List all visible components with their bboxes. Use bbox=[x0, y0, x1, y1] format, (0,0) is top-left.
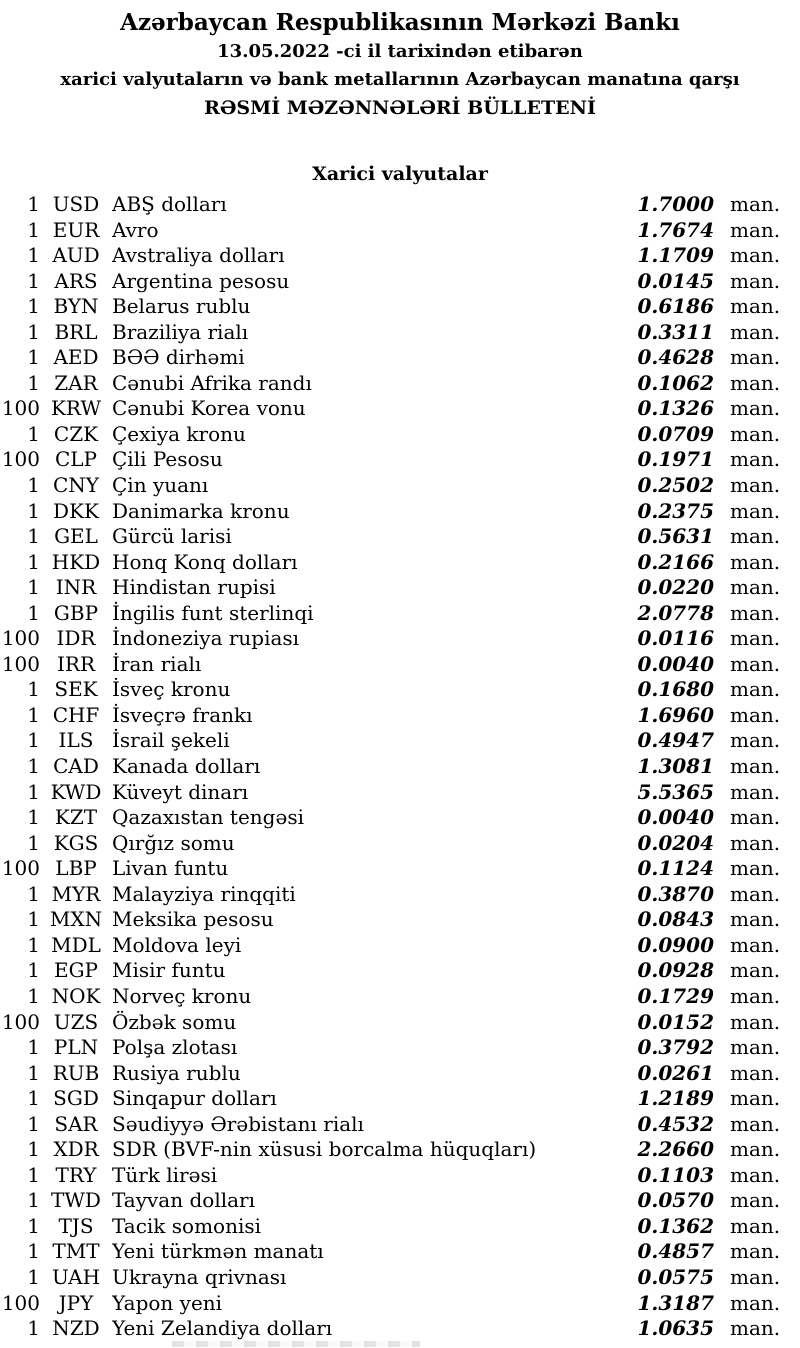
currency-name: Norveç kronu bbox=[112, 983, 252, 1008]
currency-code: BRL bbox=[54, 319, 98, 344]
unit-label: man. bbox=[730, 626, 781, 651]
rate-value: 0.1062 bbox=[637, 370, 714, 395]
rate-value: 0.3311 bbox=[637, 319, 714, 344]
currency-quantity: 1 bbox=[27, 549, 40, 574]
unit-label: man. bbox=[730, 217, 781, 242]
rate-value: 0.0145 bbox=[637, 268, 714, 293]
currency-quantity: 100 bbox=[1, 396, 40, 421]
currency-code: TRY bbox=[55, 1162, 97, 1187]
rate-value: 0.0116 bbox=[637, 626, 714, 651]
table-row bbox=[0, 1214, 800, 1240]
currency-name: Misir funtu bbox=[112, 958, 226, 983]
table-row bbox=[0, 1291, 800, 1317]
subject-line: xarici valyutaların və bank metallarının Azərbaycan manatına qarşı bbox=[60, 69, 740, 90]
table-row bbox=[0, 1265, 800, 1291]
table-row bbox=[0, 856, 800, 882]
currency-code: KZT bbox=[54, 805, 98, 830]
currency-code: HKD bbox=[51, 549, 101, 574]
currency-quantity: 1 bbox=[27, 805, 40, 830]
unit-label: man. bbox=[730, 1162, 781, 1187]
table-row bbox=[0, 371, 800, 397]
currency-code: MYR bbox=[51, 881, 101, 906]
table-row bbox=[0, 780, 800, 806]
currency-code: IRR bbox=[56, 651, 96, 676]
currency-code: EGP bbox=[53, 958, 99, 983]
rate-value: 0.2375 bbox=[637, 498, 714, 523]
unit-label: man. bbox=[730, 779, 781, 804]
rate-value: 0.4628 bbox=[637, 345, 714, 370]
table-row bbox=[0, 192, 800, 218]
unit-label: man. bbox=[730, 1137, 781, 1162]
currency-code: CHF bbox=[52, 702, 100, 727]
currency-name: Livan funtu bbox=[112, 856, 229, 881]
currency-code: MXN bbox=[49, 907, 103, 932]
currency-name: Yeni Zelandiya dolları bbox=[112, 1316, 333, 1341]
rate-value: 0.1326 bbox=[637, 396, 714, 421]
currency-name: Çili Pesosu bbox=[112, 447, 223, 472]
currency-code: GBP bbox=[53, 600, 99, 625]
currency-name: Polşa zlotası bbox=[112, 1035, 238, 1060]
table-row bbox=[0, 499, 800, 525]
currency-quantity: 1 bbox=[27, 345, 40, 370]
currency-quantity: 1 bbox=[27, 524, 40, 549]
currency-quantity: 100 bbox=[1, 651, 40, 676]
currency-quantity: 100 bbox=[1, 856, 40, 881]
currency-name: Yapon yeni bbox=[112, 1290, 223, 1315]
currency-name: Meksika pesosu bbox=[112, 907, 274, 932]
unit-label: man. bbox=[730, 983, 781, 1008]
effective-date-line: 13.05.2022 -ci il tarixindən etibarən bbox=[217, 41, 583, 62]
unit-label: man. bbox=[730, 958, 781, 983]
unit-label: man. bbox=[730, 1264, 781, 1289]
unit-label: man. bbox=[730, 1239, 781, 1264]
table-row bbox=[0, 728, 800, 754]
currency-name: Danimarka kronu bbox=[112, 498, 290, 523]
currency-quantity: 1 bbox=[27, 473, 40, 498]
currency-code: CNY bbox=[52, 473, 99, 498]
rate-value: 0.2502 bbox=[637, 473, 714, 498]
currency-code: CLP bbox=[54, 447, 98, 472]
currency-quantity: 1 bbox=[27, 830, 40, 855]
table-row bbox=[0, 1112, 800, 1138]
table-row bbox=[0, 933, 800, 959]
unit-label: man. bbox=[730, 549, 781, 574]
currency-code: CAD bbox=[53, 754, 99, 779]
currency-code: SGD bbox=[53, 1086, 99, 1111]
currency-name: İran rialı bbox=[112, 651, 202, 676]
unit-label: man. bbox=[730, 1290, 781, 1315]
rate-value: 0.1362 bbox=[637, 1213, 714, 1238]
currency-code: UAH bbox=[51, 1264, 101, 1289]
currency-code: DKK bbox=[53, 498, 99, 523]
currency-quantity: 1 bbox=[27, 1111, 40, 1136]
currency-quantity: 100 bbox=[1, 626, 40, 651]
table-row bbox=[0, 958, 800, 984]
table-row bbox=[0, 447, 800, 473]
unit-label: man. bbox=[730, 1086, 781, 1111]
table-row bbox=[0, 754, 800, 780]
unit-label: man. bbox=[730, 677, 781, 702]
rate-value: 0.0261 bbox=[637, 1060, 714, 1085]
unit-label: man. bbox=[730, 524, 781, 549]
table-row bbox=[0, 626, 800, 652]
table-row bbox=[0, 1137, 800, 1163]
rate-value: 2.0778 bbox=[637, 600, 714, 625]
bank-title: Azərbaycan Respublikasının Mərkəzi Bankı bbox=[120, 9, 680, 36]
currency-quantity: 1 bbox=[27, 932, 40, 957]
currency-name: Rusiya rublu bbox=[112, 1060, 241, 1085]
table-row bbox=[0, 473, 800, 499]
currency-name: Kanada dolları bbox=[112, 754, 261, 779]
currency-quantity: 1 bbox=[27, 728, 40, 753]
currency-name: Tacik somonisi bbox=[112, 1213, 262, 1238]
currency-quantity: 1 bbox=[27, 498, 40, 523]
rate-value: 0.0152 bbox=[637, 1009, 714, 1034]
unit-label: man. bbox=[730, 1316, 781, 1341]
rate-value: 1.7000 bbox=[637, 192, 714, 216]
currency-name: Yeni türkmən manatı bbox=[112, 1239, 324, 1264]
currency-name: Çexiya kronu bbox=[112, 421, 246, 446]
rate-value: 1.7674 bbox=[637, 217, 714, 242]
rate-value: 0.0570 bbox=[637, 1188, 714, 1213]
rate-value: 0.0709 bbox=[637, 421, 714, 446]
rate-value: 1.0635 bbox=[637, 1316, 714, 1341]
unit-label: man. bbox=[730, 421, 781, 446]
rate-value: 0.3792 bbox=[637, 1035, 714, 1060]
unit-label: man. bbox=[730, 651, 781, 676]
currency-name: Çin yuanı bbox=[112, 473, 209, 498]
currency-code: XDR bbox=[53, 1137, 99, 1162]
currency-quantity: 1 bbox=[27, 575, 40, 600]
currency-name: İsveçrə frankı bbox=[112, 702, 253, 727]
bulletin-title: RƏSMİ MƏZƏNNƏLƏRİ BÜLLETENİ bbox=[204, 97, 596, 119]
rate-value: 0.4947 bbox=[637, 728, 714, 753]
rate-value: 1.6960 bbox=[637, 702, 714, 727]
currency-quantity: 1 bbox=[27, 881, 40, 906]
table-row bbox=[0, 550, 800, 576]
currency-name: Malayziya rinqqiti bbox=[112, 881, 296, 906]
rate-value: 0.1103 bbox=[637, 1162, 714, 1187]
currency-quantity: 1 bbox=[27, 677, 40, 702]
table-row bbox=[0, 805, 800, 831]
currency-code: NOK bbox=[51, 983, 101, 1008]
currency-quantity: 1 bbox=[27, 421, 40, 446]
unit-label: man. bbox=[730, 268, 781, 293]
rate-value: 1.1709 bbox=[637, 243, 714, 268]
unit-label: man. bbox=[730, 805, 781, 830]
unit-label: man. bbox=[730, 1035, 781, 1060]
unit-label: man. bbox=[730, 856, 781, 881]
currency-name: Gürcü larisi bbox=[112, 524, 232, 549]
table-row bbox=[0, 1035, 800, 1061]
rate-value: 0.0575 bbox=[637, 1264, 714, 1289]
currency-name: Sinqapur dolları bbox=[112, 1086, 277, 1111]
table-row bbox=[0, 218, 800, 244]
rate-value: 0.1971 bbox=[637, 447, 714, 472]
currency-code: MDL bbox=[51, 932, 101, 957]
currency-name: Braziliya rialı bbox=[112, 319, 249, 344]
rate-value: 0.0220 bbox=[637, 575, 714, 600]
unit-label: man. bbox=[730, 319, 781, 344]
currency-name: ABŞ dolları bbox=[112, 192, 227, 216]
currency-quantity: 1 bbox=[27, 268, 40, 293]
currency-name: BƏƏ dirhəmi bbox=[112, 345, 245, 370]
unit-label: man. bbox=[730, 881, 781, 906]
unit-label: man. bbox=[730, 575, 781, 600]
currency-code: BYN bbox=[53, 294, 99, 319]
currency-code: PLN bbox=[53, 1035, 99, 1060]
unit-label: man. bbox=[730, 243, 781, 268]
currency-name: Küveyt dinarı bbox=[112, 779, 249, 804]
table-row bbox=[0, 345, 800, 371]
rate-value: 0.2166 bbox=[637, 549, 714, 574]
table-row bbox=[0, 1316, 800, 1342]
currency-quantity: 100 bbox=[1, 1290, 40, 1315]
section-title-foreign-currencies: Xarici valyutalar bbox=[312, 163, 488, 185]
currency-name: Qazaxıstan tengəsi bbox=[112, 805, 304, 830]
currency-code: JPY bbox=[58, 1290, 94, 1315]
unit-label: man. bbox=[730, 830, 781, 855]
rate-value: 0.0040 bbox=[637, 651, 714, 676]
currency-quantity: 1 bbox=[27, 779, 40, 804]
currency-code: UZS bbox=[53, 1009, 99, 1034]
unit-label: man. bbox=[730, 473, 781, 498]
currency-name: Qırğız somu bbox=[112, 830, 235, 855]
rate-value: 0.1729 bbox=[637, 983, 714, 1008]
table-row bbox=[0, 601, 800, 627]
currency-name: Özbək somu bbox=[112, 1009, 237, 1034]
currency-code: NZD bbox=[52, 1316, 100, 1341]
currency-quantity: 1 bbox=[27, 243, 40, 268]
currency-quantity: 100 bbox=[1, 447, 40, 472]
currency-code: TMT bbox=[52, 1239, 100, 1264]
table-row bbox=[0, 984, 800, 1010]
currency-quantity: 1 bbox=[27, 600, 40, 625]
unit-label: man. bbox=[730, 294, 781, 319]
unit-label: man. bbox=[730, 447, 781, 472]
currency-code: RUB bbox=[52, 1060, 100, 1085]
currency-name: Tayvan dolları bbox=[112, 1188, 255, 1213]
currency-code: SAR bbox=[54, 1111, 98, 1136]
currency-code: CZK bbox=[53, 421, 99, 446]
currency-code: ILS bbox=[58, 728, 94, 753]
table-row bbox=[0, 831, 800, 857]
rate-value: 5.5365 bbox=[637, 779, 714, 804]
rate-value: 0.0040 bbox=[637, 805, 714, 830]
currency-name: İngilis funt sterlinqi bbox=[112, 600, 314, 625]
currency-quantity: 1 bbox=[27, 1239, 40, 1264]
table-row bbox=[0, 907, 800, 933]
currency-quantity: 1 bbox=[27, 1060, 40, 1085]
currency-code: USD bbox=[52, 192, 100, 216]
currency-quantity: 1 bbox=[27, 217, 40, 242]
unit-label: man. bbox=[730, 932, 781, 957]
table-row bbox=[0, 882, 800, 908]
currency-code: TWD bbox=[51, 1188, 101, 1213]
table-row bbox=[0, 1163, 800, 1189]
currency-code: INR bbox=[55, 575, 97, 600]
rate-value: 0.0900 bbox=[637, 932, 714, 957]
currency-name: Argentina pesosu bbox=[112, 268, 290, 293]
unit-label: man. bbox=[730, 907, 781, 932]
currency-code: ZAR bbox=[54, 370, 98, 395]
currency-code: AUD bbox=[52, 243, 100, 268]
currency-name: Avstraliya dolları bbox=[112, 243, 285, 268]
table-row bbox=[0, 1239, 800, 1265]
currency-name: Cənubi Korea vonu bbox=[112, 396, 306, 421]
unit-label: man. bbox=[730, 370, 781, 395]
unit-label: man. bbox=[730, 728, 781, 753]
currency-quantity: 1 bbox=[27, 370, 40, 395]
currency-name: İsrail şekeli bbox=[112, 728, 230, 753]
currency-name: Avro bbox=[112, 217, 159, 242]
currency-name: Ukrayna qrivnası bbox=[112, 1264, 287, 1289]
rate-value: 0.1124 bbox=[637, 856, 714, 881]
table-row bbox=[0, 575, 800, 601]
currency-quantity: 1 bbox=[27, 192, 40, 216]
currency-name: SDR (BVF-nin xüsusi borcalma hüquqları) bbox=[112, 1137, 537, 1162]
rate-value: 1.3081 bbox=[637, 754, 714, 779]
unit-label: man. bbox=[730, 754, 781, 779]
currency-quantity: 1 bbox=[27, 1035, 40, 1060]
unit-label: man. bbox=[730, 1111, 781, 1136]
unit-label: man. bbox=[730, 498, 781, 523]
rate-value: 1.3187 bbox=[637, 1290, 714, 1315]
unit-label: man. bbox=[730, 600, 781, 625]
table-row bbox=[0, 243, 800, 269]
unit-label: man. bbox=[730, 1213, 781, 1238]
table-row bbox=[0, 269, 800, 295]
table-row bbox=[0, 677, 800, 703]
currency-name: Səudiyyə Ərəbistanı rialı bbox=[112, 1111, 364, 1136]
currency-quantity: 1 bbox=[27, 1137, 40, 1162]
table-row bbox=[0, 396, 800, 422]
currency-code: LBP bbox=[55, 856, 97, 881]
table-row bbox=[0, 1188, 800, 1214]
currency-name: Hindistan rupisi bbox=[112, 575, 276, 600]
currency-quantity: 1 bbox=[27, 1188, 40, 1213]
rate-value: 0.5631 bbox=[637, 524, 714, 549]
unit-label: man. bbox=[730, 396, 781, 421]
currency-quantity: 1 bbox=[27, 1213, 40, 1238]
unit-label: man. bbox=[730, 345, 781, 370]
unit-label: man. bbox=[730, 1188, 781, 1213]
rate-value: 0.1680 bbox=[637, 677, 714, 702]
currency-quantity: 1 bbox=[27, 702, 40, 727]
table-row bbox=[0, 652, 800, 678]
unit-label: man. bbox=[730, 1060, 781, 1085]
rate-value: 0.4857 bbox=[637, 1239, 714, 1264]
currency-quantity: 1 bbox=[27, 294, 40, 319]
table-row bbox=[0, 320, 800, 346]
unit-label: man. bbox=[730, 702, 781, 727]
rate-value: 1.2189 bbox=[637, 1086, 714, 1111]
currency-quantity: 1 bbox=[27, 1316, 40, 1341]
table-row bbox=[0, 524, 800, 550]
rate-value: 0.0843 bbox=[637, 907, 714, 932]
currency-name: Belarus rublu bbox=[112, 294, 251, 319]
currency-quantity: 1 bbox=[27, 319, 40, 344]
currency-name: Cənubi Afrika randı bbox=[112, 370, 312, 395]
currency-code: EUR bbox=[52, 217, 100, 242]
bulletin-header bbox=[0, 0, 800, 122]
currency-name: İsveç kronu bbox=[112, 677, 231, 702]
currency-code: KRW bbox=[50, 396, 102, 421]
table-row bbox=[0, 422, 800, 448]
unit-label: man. bbox=[730, 1009, 781, 1034]
currency-name: Moldova leyi bbox=[112, 932, 242, 957]
currency-code: AED bbox=[53, 345, 99, 370]
currency-code: KWD bbox=[50, 779, 102, 804]
currency-name: Türk lirəsi bbox=[112, 1162, 218, 1187]
currency-quantity: 1 bbox=[27, 754, 40, 779]
currency-code: KGS bbox=[53, 830, 99, 855]
table-row bbox=[0, 294, 800, 320]
table-row bbox=[0, 1061, 800, 1087]
unit-label: man. bbox=[730, 192, 781, 216]
currency-quantity: 1 bbox=[27, 983, 40, 1008]
currency-quantity: 1 bbox=[27, 1086, 40, 1111]
rate-value: 0.3870 bbox=[637, 881, 714, 906]
currency-code: IDR bbox=[56, 626, 96, 651]
table-row bbox=[0, 1010, 800, 1036]
currency-code: GEL bbox=[54, 524, 98, 549]
currency-quantity: 1 bbox=[27, 958, 40, 983]
cutoff-next-row bbox=[172, 1341, 420, 1347]
currency-quantity: 1 bbox=[27, 1264, 40, 1289]
currency-quantity: 1 bbox=[27, 907, 40, 932]
table-row bbox=[0, 1086, 800, 1112]
currency-name: İndoneziya rupiası bbox=[112, 626, 300, 651]
rate-value: 0.4532 bbox=[637, 1111, 714, 1136]
currency-code: TJS bbox=[58, 1213, 94, 1238]
currency-code: SEK bbox=[54, 677, 98, 702]
currency-name: Honq Konq dolları bbox=[112, 549, 298, 574]
currency-quantity: 1 bbox=[27, 1162, 40, 1187]
rate-value: 0.6186 bbox=[637, 294, 714, 319]
table-row bbox=[0, 703, 800, 729]
exchange-rates-table bbox=[0, 192, 800, 1342]
rate-value: 0.0204 bbox=[637, 830, 714, 855]
rate-value: 2.2660 bbox=[637, 1137, 714, 1162]
rate-value: 0.0928 bbox=[637, 958, 714, 983]
currency-quantity: 100 bbox=[1, 1009, 40, 1034]
currency-code: ARS bbox=[54, 268, 98, 293]
